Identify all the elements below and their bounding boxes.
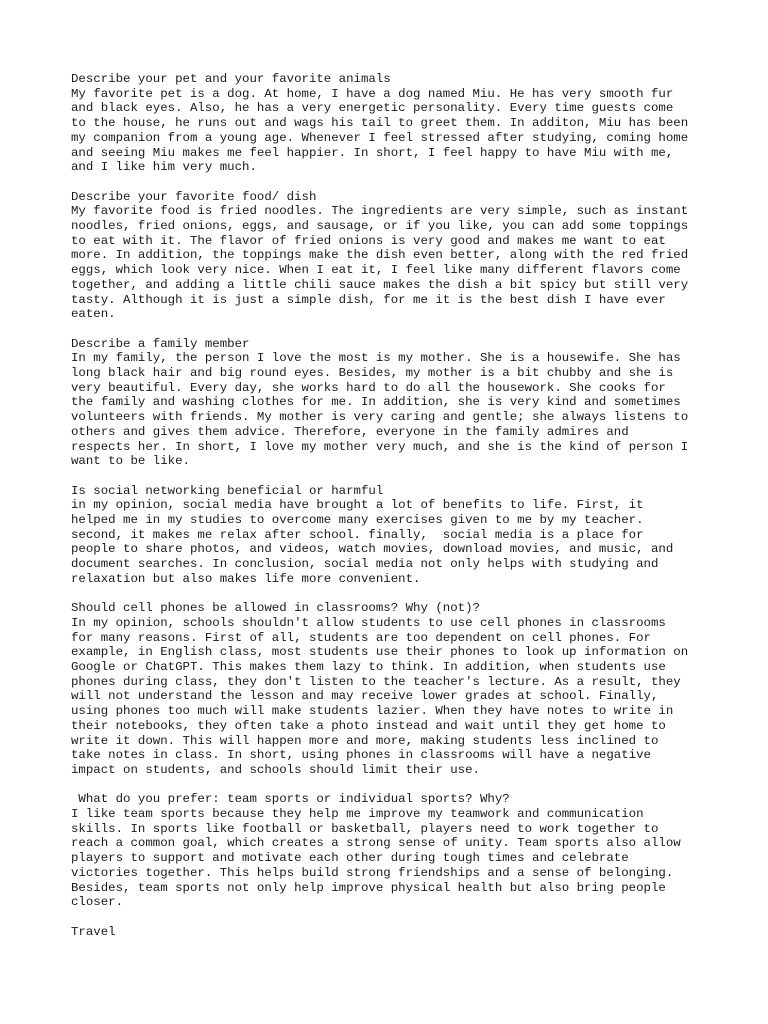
- paragraph-line: volunteers with friends. My mother is very caring and gentle; she always listens to: [71, 410, 689, 425]
- section-title: Describe your pet and your favorite animals: [71, 72, 391, 86]
- section-family-member: [71, 337, 711, 469]
- paragraph-line: helped me in my studies to overcome many exercises given to me by my teacher.: [71, 513, 644, 528]
- paragraph-line: my companion from a young age. Whenever I feel stressed after studying, coming home: [71, 130, 689, 145]
- section-travel: [71, 925, 711, 940]
- paragraph-line: will not understand the lesson and may receive lower grades at school. Finally,: [71, 689, 659, 704]
- section-title: Describe your favorite food/ dish: [71, 189, 317, 204]
- document-page: [71, 72, 711, 954]
- paragraph-line: very beautiful. Every day, she works hard to do all the housework. She cooks for: [71, 380, 666, 395]
- paragraph-line: reach a common goal, which creates a strong sense of unity. Team sports also allow: [71, 836, 681, 851]
- paragraph-line: and I like him very much.: [71, 160, 257, 175]
- paragraph-line: and seeing Miu makes me feel happier. In short, I feel happy to have Miu with me,: [71, 145, 674, 160]
- paragraph-line: phones during class, they don't listen to the teacher's lecture. As a result, they: [71, 674, 681, 689]
- section-social-networking: [71, 484, 711, 587]
- paragraph-line: impact on students, and schools should limit their use.: [71, 762, 480, 777]
- section-title: Is social networking beneficial or harmful: [71, 483, 384, 498]
- paragraph-line: My favorite pet is a dog. At home, I have a dog named Miu. He has very smooth fur: [71, 86, 674, 101]
- paragraph-line: document searches. In conclusion, social media not only helps with studying and: [71, 557, 659, 572]
- paragraph-line: using phones too much will make students lazier. When they have notes to write in: [71, 704, 674, 719]
- section-pet: [71, 72, 711, 175]
- paragraph-line: closer.: [71, 895, 124, 910]
- section-title: Describe a family member: [71, 336, 250, 351]
- paragraph-line: and black eyes. Also, he has a very energetic personality. Every time guests come: [71, 101, 674, 116]
- paragraph-line: their notebooks, they often take a photo instead and wait until they get home to: [71, 718, 666, 733]
- section-cell-phones: [71, 601, 711, 777]
- paragraph-line: example, in English class, most students use their phones to look up information on: [71, 645, 689, 660]
- paragraph-line: respects her. In short, I love my mother very much, and she is the kind of person I: [71, 439, 689, 454]
- paragraph-line: skills. In sports like football or basketball, players need to work together to: [71, 821, 659, 836]
- paragraph-line: people to share photos, and videos, watch movies, download movies, and music, and: [71, 542, 674, 557]
- section-title: What do you prefer: team sports or individual sports? Why?: [71, 792, 510, 807]
- paragraph-line: victories together. This helps build strong friendships and a sense of belonging.: [71, 865, 674, 880]
- paragraph-line: to the house, he runs out and wags his tail to greet them. In additon, Miu has been: [71, 116, 689, 131]
- paragraph-line: long black hair and big round eyes. Besides, my mother is a bit chubby and she is: [71, 366, 674, 381]
- section-title: Travel: [71, 924, 116, 939]
- paragraph-line: I like team sports because they help me improve my teamwork and communication: [71, 807, 644, 822]
- section-title: Should cell phones be allowed in classrooms? Why (not)?: [71, 601, 480, 616]
- paragraph-line: in my opinion, social media have brought a lot of benefits to life. First, it: [71, 498, 644, 513]
- paragraph-line: eggs, which look very nice. When I eat it, I feel like many different flavors come: [71, 263, 681, 278]
- paragraph-line: together, and adding a little chili sauce makes the dish a bit spicy but still very: [71, 277, 689, 292]
- paragraph-line: second, it makes me relax after school. finally, social media is a place for: [71, 527, 644, 542]
- paragraph-line: In my opinion, schools shouldn't allow students to use cell phones in classrooms: [71, 615, 666, 630]
- section-team-sports: [71, 792, 711, 910]
- paragraph-line: write it down. This will happen more and more, making students less inclined to: [71, 733, 659, 748]
- paragraph-line: to eat with it. The flavor of fried onions is very good and makes me want to eat: [71, 233, 666, 248]
- paragraph-line: for many reasons. First of all, students are too dependent on cell phones. For: [71, 630, 651, 645]
- section-food: [71, 190, 711, 322]
- paragraph-line: others and gives them advice. Therefore, everyone in the family admires and: [71, 424, 629, 439]
- paragraph-line: more. In addition, the toppings make the dish even better, along with the red fried: [71, 248, 689, 263]
- paragraph-line: relaxation but also makes life more convenient.: [71, 571, 421, 586]
- paragraph-line: players to support and motivate each other during tough times and celebrate: [71, 851, 629, 866]
- paragraph-line: Google or ChatGPT. This makes them lazy to think. In addition, when students use: [71, 660, 666, 675]
- paragraph-line: the family and washing clothes for me. In addition, she is very kind and sometimes: [71, 395, 681, 410]
- paragraph-line: In my family, the person I love the most is my mother. She is a housewife. She has: [71, 351, 681, 366]
- paragraph-line: Besides, team sports not only help improve physical health but also bring people: [71, 880, 666, 895]
- paragraph-line: take notes in class. In short, using phones in classrooms will have a negative: [71, 748, 651, 763]
- paragraph-line: tasty. Although it is just a simple dish, for me it is the best dish I have ever: [71, 292, 666, 307]
- paragraph-line: eaten.: [71, 307, 116, 322]
- paragraph-line: want to be like.: [71, 454, 190, 469]
- paragraph-line: My favorite food is fried noodles. The ingredients are very simple, such as instant: [71, 204, 689, 219]
- paragraph-line: noodles, fried onions, eggs, and sausage, or if you like, you can add some toppings: [71, 219, 689, 234]
